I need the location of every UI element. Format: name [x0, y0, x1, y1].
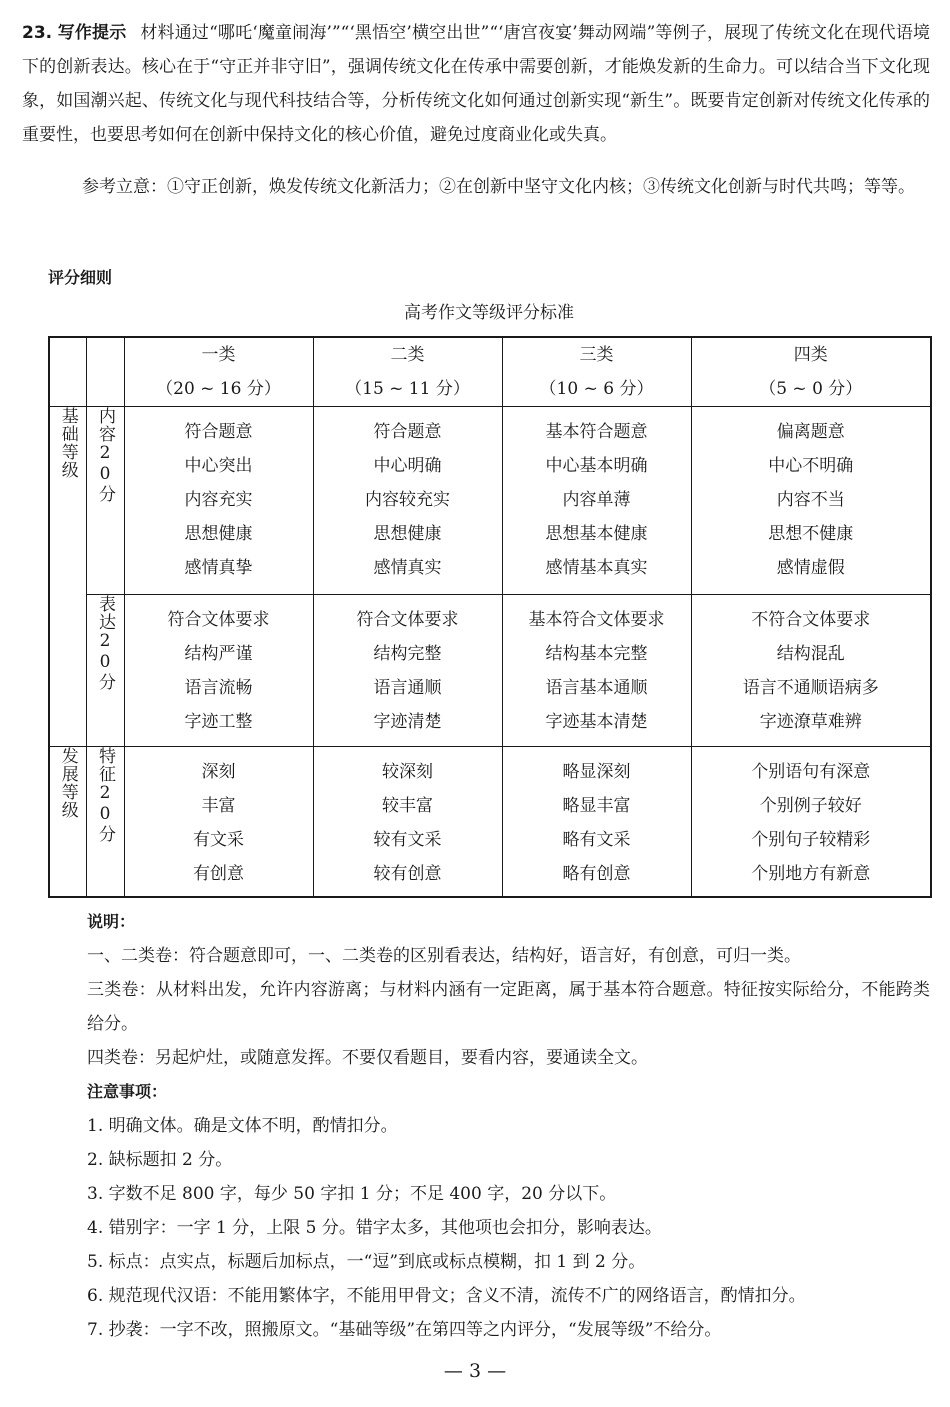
- grade-cell: 深刻 丰富 有文采 有创意: [124, 747, 313, 897]
- subcategory-cell: 内容20分: [86, 407, 124, 595]
- grade-cell: 略显深刻 略显丰富 略有文采 略有创意: [502, 747, 691, 897]
- grading-table: [48, 336, 932, 898]
- grade-cell: 基本符合文体要求 结构基本完整 语言基本通顺 字迹基本清楚: [502, 595, 691, 747]
- grade-cell: 符合题意 中心明确 内容较充实 思想健康 感情真实: [313, 407, 502, 595]
- grade-cell: 个别语句有深意 个别例子较好 个别句子较精彩 个别地方有新意: [691, 747, 931, 897]
- table-title: 高考作文等级评分标准: [404, 303, 574, 323]
- table-row: [49, 407, 931, 595]
- notices-title: 注意事项：: [87, 1082, 168, 1101]
- notes-section: [87, 905, 930, 1347]
- explanation-line: 四类卷：另起炉灶，或随意发挥。不要仅看题目，要看内容，要通读全文。: [87, 1048, 648, 1068]
- notice-item: 3. 字数不足 800 字，每少 50 字扣 1 分；不足 400 字，20 分以下。: [87, 1184, 617, 1204]
- explanation-line: 一、二类卷：符合题意即可，一、二类卷的区别看表达，结构好，语言好，有创意，可归一类。: [87, 946, 801, 966]
- grade-cell: 不符合文体要求 结构混乱 语言不通顺语病多 字迹潦草难辨: [691, 595, 931, 747]
- grade-cell: 符合文体要求 结构严谨 语言流畅 字迹工整: [124, 595, 313, 747]
- header-cell: 二类 （15 ~ 11 分）: [313, 337, 502, 407]
- notice-item: 7. 抄袭：一字不改，照搬原文。“基础等级”在第四等之内评分，“发展等级”不给分。: [87, 1320, 722, 1340]
- question-prompt: [22, 16, 930, 152]
- header-cell: 四类 （5 ~ 0 分）: [691, 337, 931, 407]
- grade-cell: 符合文体要求 结构完整 语言通顺 字迹清楚: [313, 595, 502, 747]
- notice-item: 6. 规范现代汉语：不能用繁体字，不能用甲骨文；含义不清，流传不广的网络语言，酌情扣分。: [87, 1286, 806, 1306]
- notice-item: 4. 错别字：一字 1 分，上限 5 分。错字太多，其他项也会扣分，影响表达。: [87, 1218, 662, 1238]
- header-cell: 一类 （20 ~ 16 分）: [124, 337, 313, 407]
- grade-cell: 偏离题意 中心不明确 内容不当 思想不健康 感情虚假: [691, 407, 931, 595]
- table-row: [49, 595, 931, 747]
- category-cell: 基础等级: [49, 407, 86, 747]
- reference-theses: 参考立意：①守正创新，焕发传统文化新活力；②在创新中坚守文化内核；③传统文化创新与时代共鸣；等等。: [82, 177, 915, 197]
- page-number: — 3 —: [443, 1360, 507, 1382]
- notice-item: 1. 明确文体。确是文体不明，酌情扣分。: [87, 1116, 398, 1136]
- notice-item: 2. 缺标题扣 2 分。: [87, 1150, 233, 1170]
- question-number: 23.: [22, 23, 53, 43]
- question-paragraph-1: 材料通过“哪吒‘魔童闹海’”“‘黑悟空’横空出世”“‘唐宫夜宴’舞动网端”等例子，展现了传统文化在现代语境下的创新表达。核心在于“守正并非守旧”，强调传统文化在传承中需要创新，才能焕发新的生命力。可以结合当下文化现象，如国潮兴起、传统文化与现代科技结合等，分析传统文化如何通过创新实现“新生”。既要肯定创新对传统文化传承的重要性，也要思考如何在创新中保持文化的核心价值，避免过度商业化或失真。: [22, 23, 930, 145]
- subcategory-cell: 表达20分: [86, 595, 124, 747]
- grade-cell: 符合题意 中心突出 内容充实 思想健康 感情真挚: [124, 407, 313, 595]
- table-row: [49, 747, 931, 897]
- notice-item: 5. 标点：点实点，标题后加标点，一“逗”到底或标点模糊，扣 1 到 2 分。: [87, 1252, 646, 1272]
- grade-cell: 基本符合题意 中心基本明确 内容单薄 思想基本健康 感情基本真实: [502, 407, 691, 595]
- explanation-title: 说明：: [87, 912, 136, 931]
- header-cell: 三类 （10 ~ 6 分）: [502, 337, 691, 407]
- grade-cell: 较深刻 较丰富 较有文采 较有创意: [313, 747, 502, 897]
- section-title: 评分细则: [48, 268, 113, 287]
- explanation-line: 三类卷：从材料出发，允许内容游离；与材料内涵有一定距离，属于基本符合题意。特征按实际给分，不能跨类给分。: [87, 980, 930, 1034]
- category-cell: 发展等级: [49, 747, 86, 897]
- question-label: 写作提示: [57, 23, 127, 43]
- table-header-row: [49, 337, 931, 407]
- subcategory-cell: 特征20分: [86, 747, 124, 897]
